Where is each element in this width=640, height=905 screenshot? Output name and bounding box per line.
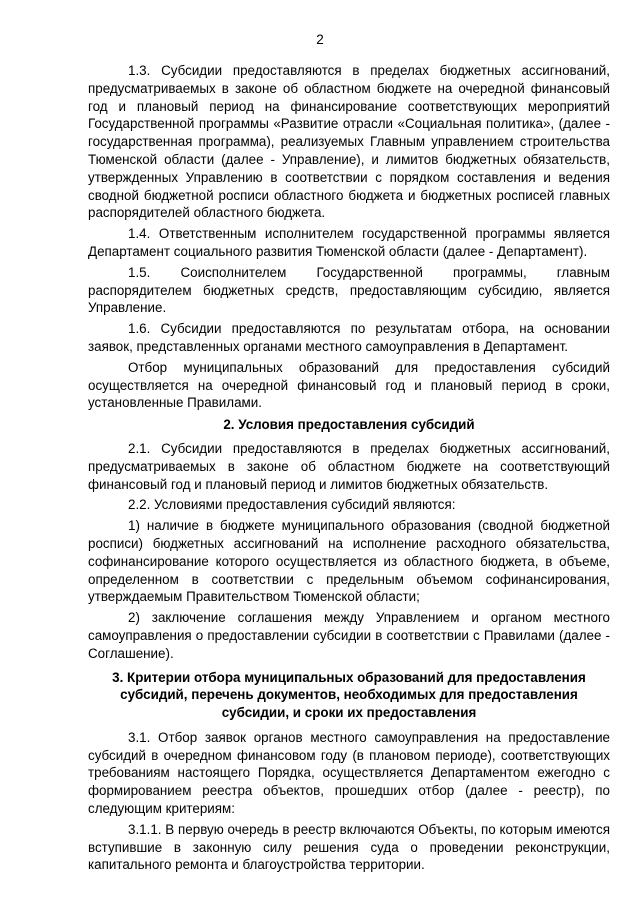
paragraph-3-1-1: 3.1.1. В первую очередь в реестр включаются Объекты, по которым имеются вступившие в законную силу решения суда о проведении реконструкции, капитального ремонта и благоустройства территории.: [88, 821, 610, 873]
paragraph-1-4: 1.4. Ответственным исполнителем государственной программы является Департамент социального развития Тюменской области (далее - Департамент).: [88, 226, 610, 259]
paragraph-2-1: 2.1. Субсидии предоставляются в пределах бюджетных ассигнований, предусматриваемых в законе об областном бюджете на соответствующий финансовый год и плановый период и лимитов бюджетных обязательств.: [88, 440, 610, 492]
paragraph-selection: Отбор муниципальных образований для предоставления субсидий осуществляется на очередной финансовый год и плановый период в сроки, установленные Правилами.: [88, 359, 610, 411]
paragraph-1-6: 1.6. Субсидии предоставляются по результатам отбора, на основании заявок, представленных органами местного самоуправления в Департамент.: [88, 321, 610, 354]
paragraph-2-2: 2.2. Условиями предоставления субсидий являются:: [128, 497, 456, 513]
paragraph-2-2-item-2: 2) заключение соглашения между Управлением и органом местного самоуправления о предоставлении субсидии в соответствии с Правилами (далее - Соглашение).: [88, 610, 610, 661]
section-3-heading-line-3: субсидии, и сроки их предоставления: [221, 705, 477, 721]
section-3-heading: [88, 669, 610, 722]
section-3-heading-line-2: субсидий, перечень документов, необходимых для предоставления: [120, 687, 578, 703]
paragraph-1-3: 1.3. Субсидии предоставляются в пределах бюджетных ассигнований, предусматриваемых в законе об областном бюджете на очередной финансовый год и плановый период на финансирование соответствующих мероприятий Государственной программы «Развитие отрасли «Социальная политика», (далее - государственная программа), реализуемых Главным управлением строительства Тюменской области (далее - Управление), и лимитов бюджетных обязательств, утвержденных Управлению в соответствии с порядком составления и ведения сводной бюджетной росписи областного бюджета и бюджетных росписей главных распорядителей областного бюджета.: [88, 63, 610, 221]
page-number: 2: [316, 32, 324, 47]
paragraph-3-1: 3.1. Отбор заявок органов местного самоуправления на предоставление субсидий в очередном финансовом году (в плановом периоде), соответствующих требованиям настоящего Порядка, осуществляется Департаментом ежегодно с формированием реестра объектов, прошедших отбор (далее - реестр), по следующим критериям:: [88, 729, 610, 817]
paragraph-2-2-item-1: 1) наличие в бюджете муниципального образования (сводной бюджетной росписи) бюджетных ассигнований на исполнение расходного обязательства, софинансирование которого осуществляется из областного бюджета, в объеме, определенном в соответствии с предельным объемом софинансирования, утверждаемым Правительством Тюменской области;: [88, 518, 610, 605]
section-3-heading-line-1: 3. Критерии отбора муниципальных образований для предоставления: [112, 669, 586, 685]
paragraph-1-5: 1.5. Соисполнителем Государственной программы, главным распорядителем бюджетных средств, предоставляющим субсидию, является Управление.: [88, 264, 610, 316]
document-body: [88, 62, 610, 877]
section-2-heading: 2. Условия предоставления субсидий: [223, 417, 475, 433]
